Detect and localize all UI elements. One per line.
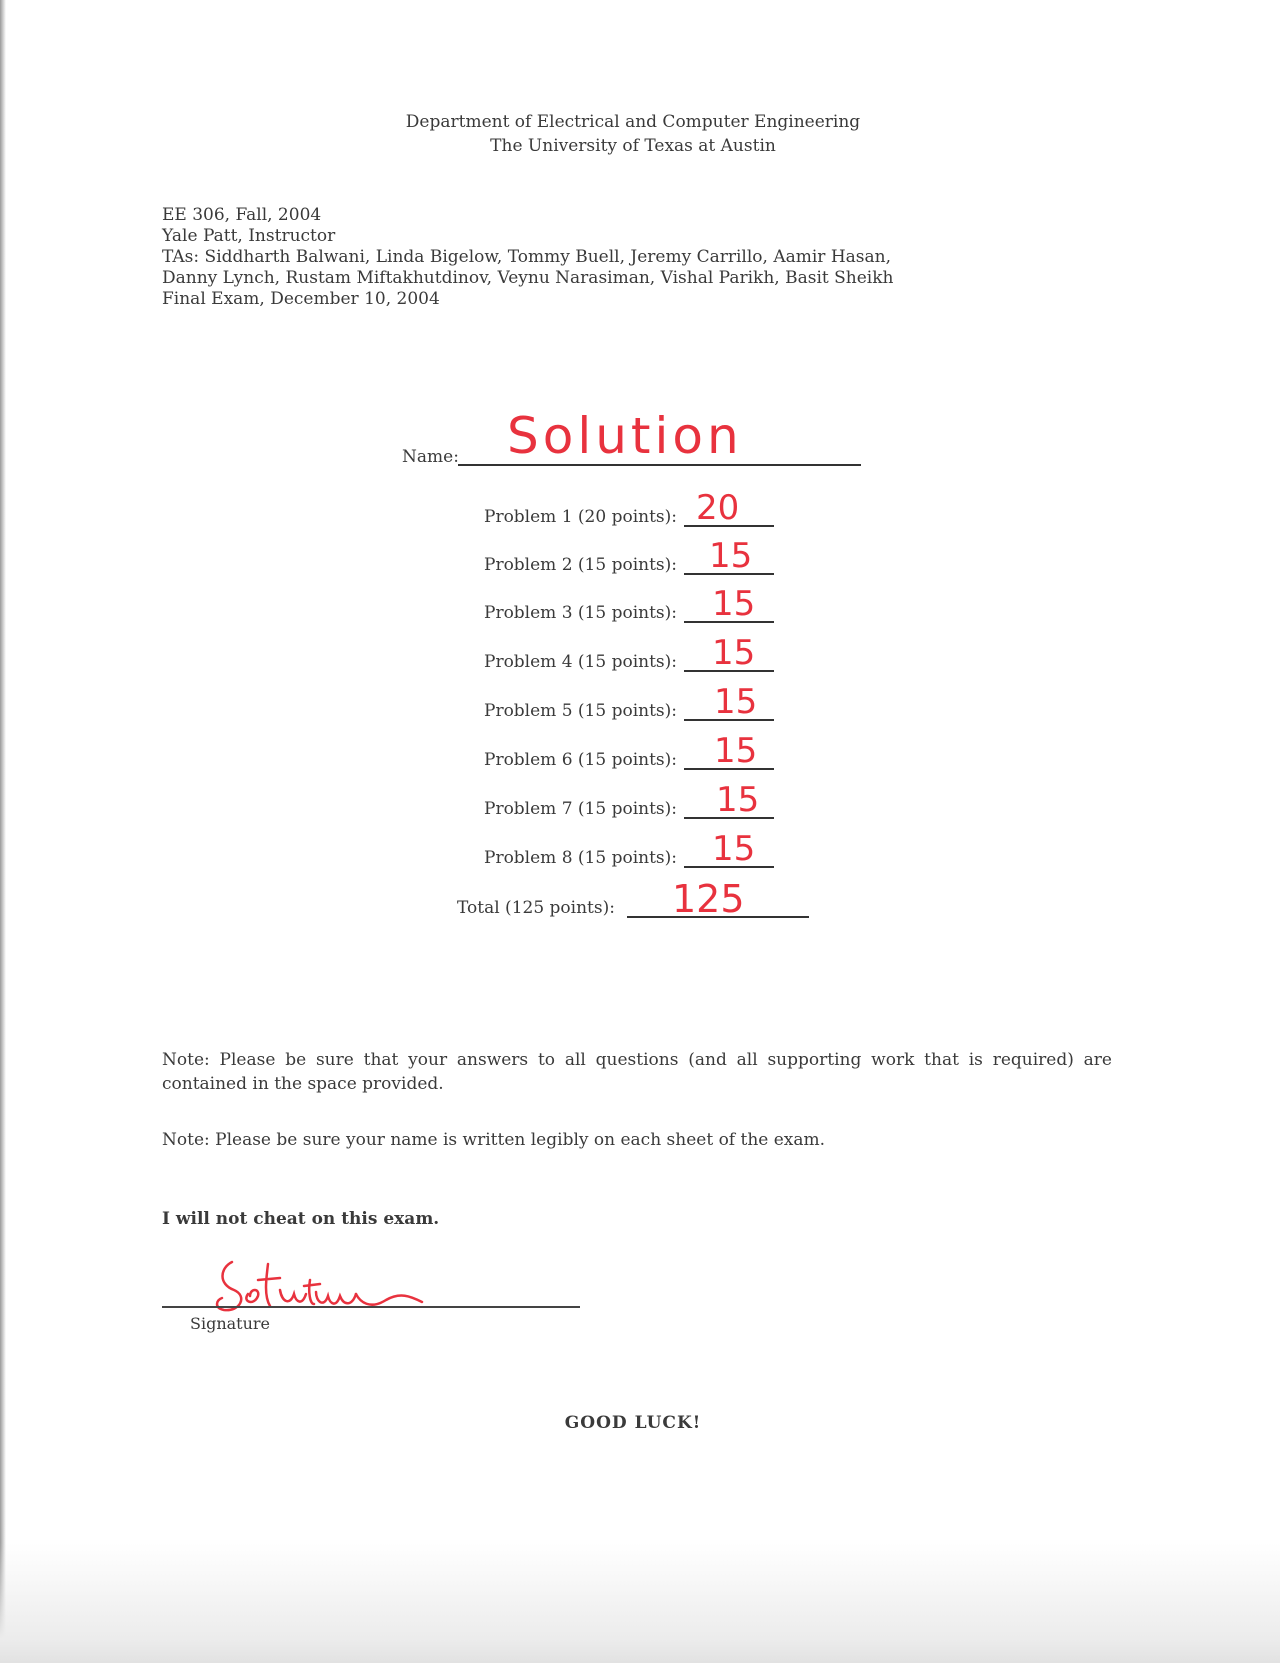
score-label: Problem 6 (15 points):	[484, 750, 678, 770]
score-handwritten-value: 15	[709, 536, 753, 576]
score-handwritten-value: 15	[712, 584, 756, 624]
score-row-problem-3	[484, 584, 774, 627]
score-label: Problem 7 (15 points):	[484, 799, 678, 819]
score-handwritten-value: 15	[712, 633, 756, 673]
score-row-problem-1	[484, 488, 774, 531]
score-label: Problem 2 (15 points):	[484, 555, 678, 575]
score-handwritten-value: 15	[712, 829, 756, 869]
scan-bottom-shadow	[0, 1543, 1280, 1663]
score-label: Problem 8 (15 points):	[484, 848, 678, 868]
score-row-problem-4	[484, 633, 774, 676]
score-label: Problem 1 (20 points):	[484, 507, 678, 527]
university-name: The University of Texas at Austin	[490, 136, 776, 156]
total-label: Total (125 points):	[457, 898, 615, 918]
note-answers: Note: Please be sure that your answers to all questions (and all supporting work that is required) are contained in the space provided.	[162, 1050, 1112, 1094]
signature-line	[162, 1306, 580, 1308]
name-label: Name:	[402, 447, 459, 467]
signature-handwriting	[210, 1250, 450, 1320]
page-header	[0, 110, 1266, 158]
score-label: Problem 5 (15 points):	[484, 701, 678, 721]
score-label: Problem 3 (15 points):	[484, 603, 678, 623]
name-handwritten-value: Solution	[507, 407, 743, 465]
course-info	[162, 205, 893, 310]
score-handwritten-value: 15	[716, 780, 760, 820]
score-handwritten-value: 15	[714, 731, 758, 771]
honor-pledge: I will not cheat on this exam.	[162, 1209, 440, 1229]
ta-list-line2: Danny Lynch, Rustam Miftakhutdinov, Veynu Narasiman, Vishal Parikh, Basit Sheikh	[162, 268, 894, 288]
score-label: Problem 4 (15 points):	[484, 652, 678, 672]
total-handwritten-value: 125	[672, 877, 745, 921]
score-handwritten-value: 15	[714, 682, 758, 722]
course-title: EE 306, Fall, 2004	[162, 205, 322, 225]
instructor: Yale Patt, Instructor	[162, 226, 336, 246]
signature-label: Signature	[190, 1314, 271, 1333]
score-row-problem-2	[484, 536, 774, 579]
score-row-problem-6	[484, 731, 774, 774]
department-name: Department of Electrical and Computer Engineering	[405, 112, 861, 132]
score-row-problem-7	[484, 780, 774, 823]
score-handwritten-value: 20	[696, 488, 740, 528]
score-row-total	[457, 877, 809, 922]
exam-date: Final Exam, December 10, 2004	[162, 289, 440, 309]
note-name: Note: Please be sure your name is written legibly on each sheet of the exam.	[162, 1130, 826, 1150]
name-field[interactable]	[402, 400, 862, 470]
ta-list-line1: TAs: Siddharth Balwani, Linda Bigelow, Tommy Buell, Jeremy Carrillo, Aamir Hasan,	[162, 247, 892, 267]
signature-scribble	[210, 1250, 450, 1320]
score-row-problem-5	[484, 682, 774, 725]
score-row-problem-8	[484, 829, 774, 872]
good-luck-message: GOOD LUCK!	[564, 1413, 702, 1433]
